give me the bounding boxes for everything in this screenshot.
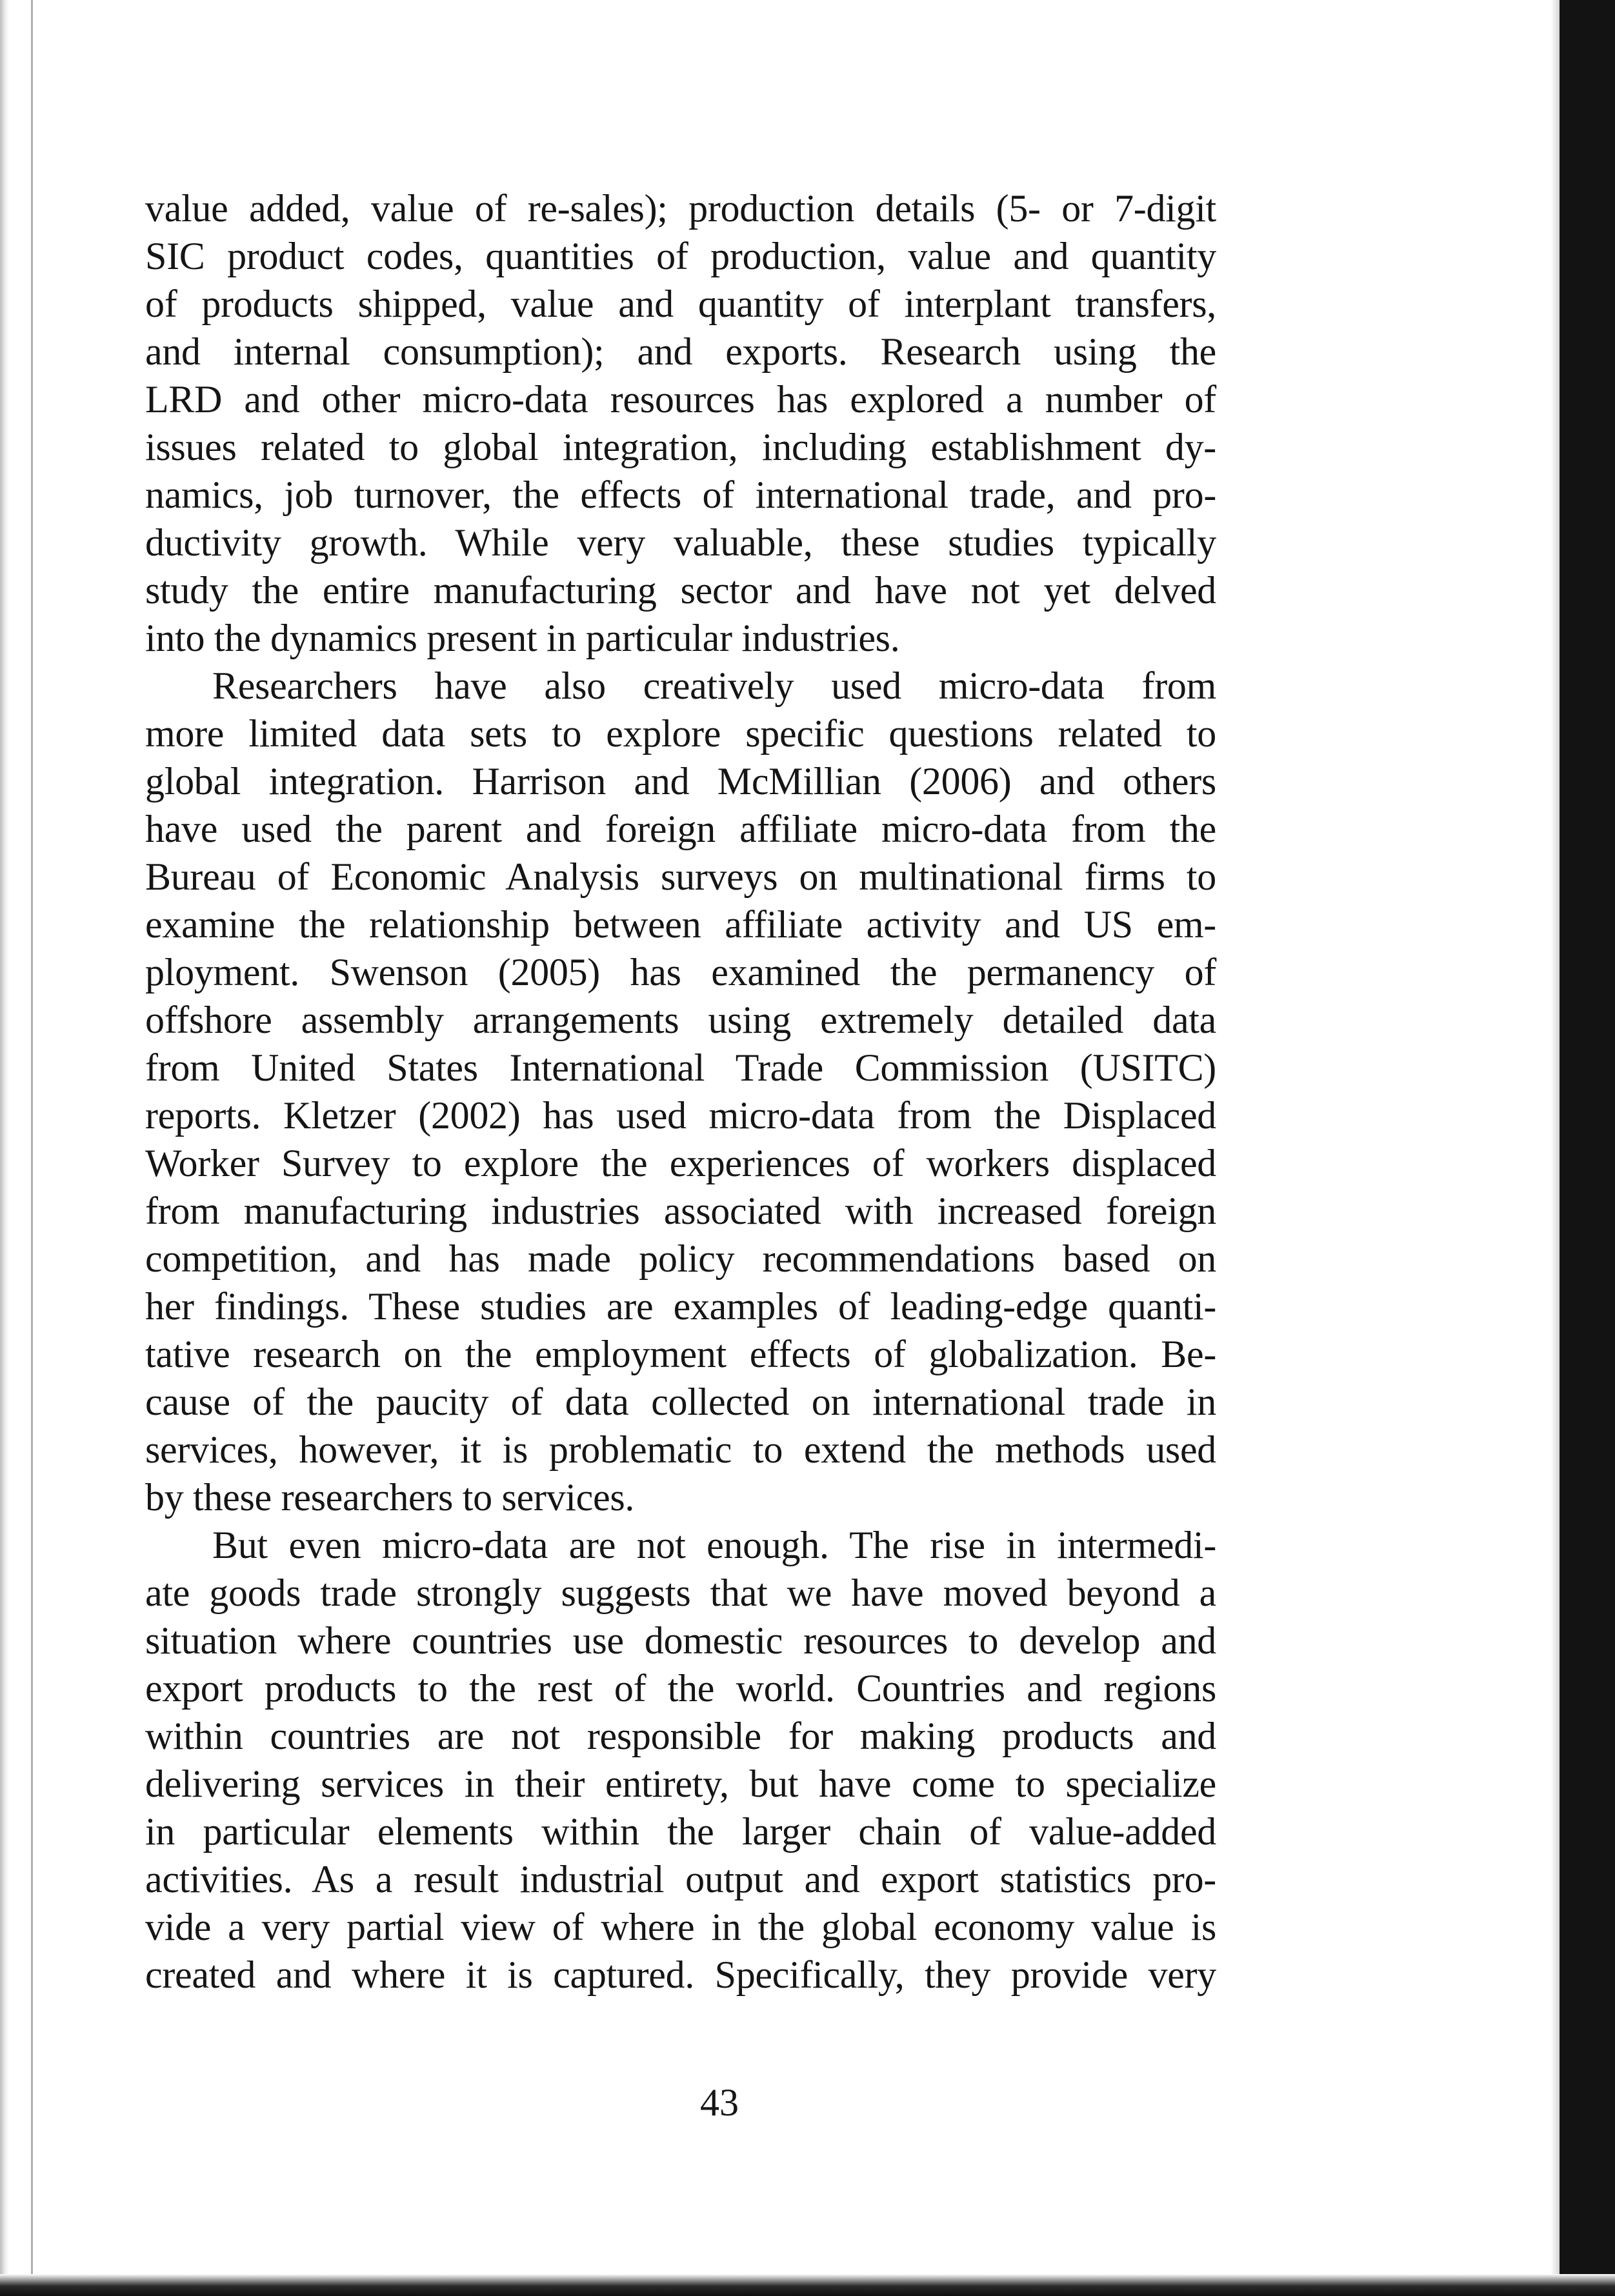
text-line: Researchers have also creatively used micro-data from (212, 664, 1216, 707)
page-body-text (145, 185, 1216, 1999)
text-line: offshore assembly arrangements using extremely detailed data (145, 999, 1216, 1041)
text-line: cause of the paucity of data collected on international trade in (145, 1381, 1216, 1423)
scan-border-bottom (0, 2274, 1615, 2296)
text-line: delivering services in their entirety, but have come to specialize (145, 1762, 1216, 1805)
text-line: ductivity growth. While very valuable, these studies typically (145, 521, 1216, 564)
text-line: tative research on the employment effects of globalization. Be- (145, 1333, 1216, 1375)
text-line: created and where it is captured. Specifically, they provide very (145, 1953, 1216, 1996)
text-line: vide a very partial view of where in the global economy value is (145, 1906, 1216, 1948)
text-line: value added, value of re-sales); production details (5- or 7-digit (145, 187, 1216, 230)
text-line: ate goods trade strongly suggests that we have moved beyond a (145, 1572, 1216, 1614)
text-line: and internal consumption); and exports. Research using the (145, 330, 1216, 373)
text-line: reports. Kletzer (2002) has used micro-data from the Displaced (145, 1094, 1216, 1137)
text-line: services, however, it is problematic to extend the methods used (145, 1428, 1216, 1471)
text-line: activities. As a result industrial output and export statistics pro- (145, 1858, 1216, 1901)
text-line: namics, job turnover, the effects of international trade, and pro- (145, 474, 1216, 516)
text-line: LRD and other micro-data resources has explored a number of (145, 378, 1216, 421)
scan-border-left (0, 0, 9, 2296)
text-line: situation where countries use domestic resources to develop and (145, 1619, 1216, 1662)
text-line: into the dynamics present in particular industries. (145, 617, 900, 659)
text-line: global integration. Harrison and McMillian (2006) and others (145, 760, 1216, 803)
scan-shadow-right (1550, 0, 1560, 2296)
text-line: But even micro-data are not enough. The rise in intermedi- (212, 1524, 1216, 1566)
text-line: in particular elements within the larger chain of value-added (145, 1810, 1216, 1853)
text-line: from United States International Trade Commission (USITC) (145, 1046, 1216, 1089)
text-line: within countries are not responsible for making products and (145, 1715, 1216, 1757)
text-line: more limited data sets to explore specific questions related to (145, 712, 1216, 755)
text-line: her findings. These studies are examples of leading-edge quanti- (145, 1285, 1216, 1328)
text-line: Worker Survey to explore the experiences of workers displaced (145, 1142, 1216, 1184)
text-line: have used the parent and foreign affiliate micro-data from the (145, 808, 1216, 850)
text-line: issues related to global integration, including establishment dy- (145, 426, 1216, 468)
text-line: competition, and has made policy recommendations based on (145, 1237, 1216, 1280)
text-line: from manufacturing industries associated with increased foreign (145, 1190, 1216, 1232)
text-line: SIC product codes, quantities of production, value and quantity (145, 235, 1216, 277)
text-line: by these researchers to services. (145, 1476, 635, 1519)
text-line: ployment. Swenson (2005) has examined the permanency of (145, 951, 1216, 993)
text-line: Bureau of Economic Analysis surveys on multinational firms to (145, 855, 1216, 898)
text-line: of products shipped, value and quantity of interplant transfers, (145, 283, 1216, 325)
text-line: study the entire manufacturing sector and have not yet delved (145, 569, 1216, 612)
text-line: export products to the rest of the world. Countries and regions (145, 1667, 1216, 1710)
text-line: examine the relationship between affiliate activity and US em- (145, 903, 1216, 946)
scan-border-right (1560, 0, 1615, 2296)
scan-binding-line (31, 0, 33, 2296)
page-number: 43 (700, 2081, 739, 2124)
